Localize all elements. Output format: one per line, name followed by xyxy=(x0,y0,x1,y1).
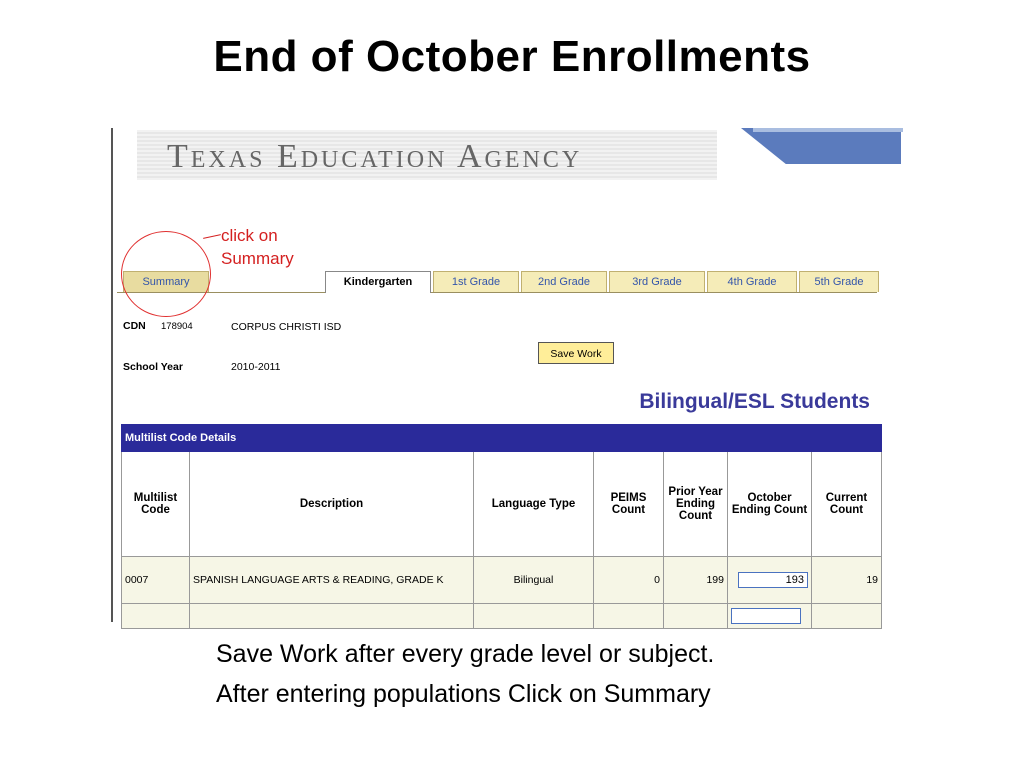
cell-language-type: Bilingual xyxy=(474,557,594,604)
table-title: Multilist Code Details xyxy=(122,425,882,452)
school-year-label: School Year xyxy=(123,361,183,373)
tab-kindergarten[interactable]: Kindergarten xyxy=(325,271,431,293)
header-swoosh-highlight xyxy=(753,128,903,132)
agency-banner xyxy=(137,130,717,180)
cell-description: SPANISH LANGUAGE ARTS & READING, GRADE K xyxy=(190,557,474,604)
agency-logo: Texas Education Agency xyxy=(167,138,583,175)
tab-4th-grade[interactable]: 4th Grade xyxy=(707,271,797,292)
column-header-peims-count: PEIMS Count xyxy=(594,452,664,557)
school-year-value: 2010-2011 xyxy=(231,361,281,373)
cell-peims-count: 0 xyxy=(594,557,664,604)
annotation-circle xyxy=(121,231,211,317)
tab-5th-grade[interactable]: 5th Grade xyxy=(799,271,879,292)
cell-code: 0007 xyxy=(122,557,190,604)
tab-2nd-grade[interactable]: 2nd Grade xyxy=(521,271,607,292)
slide-title: End of October Enrollments xyxy=(213,32,811,81)
district-name: CORPUS CHRISTI ISD xyxy=(231,321,342,333)
october-count-input[interactable] xyxy=(738,572,808,588)
column-header-prior-year: Prior Year Ending Count xyxy=(664,452,728,557)
section-heading: Bilingual/ESL Students xyxy=(639,390,870,413)
tab-summary[interactable]: Summary xyxy=(123,271,209,292)
caption-line-2: After entering populations Click on Summary xyxy=(216,680,711,708)
annotation-note xyxy=(221,224,294,270)
cell-current: 19 xyxy=(812,557,882,604)
annotation-line-2: Summary xyxy=(221,249,294,268)
grade-tabs xyxy=(117,271,877,293)
cell-october xyxy=(728,557,812,604)
caption-line-1: Save Work after every grade level or subject. xyxy=(216,640,715,668)
save-work-button[interactable]: Save Work xyxy=(538,342,614,364)
column-header-code: Multilist Code xyxy=(122,452,190,557)
column-header-current: Current Count xyxy=(812,452,882,557)
column-header-language-type: Language Type xyxy=(474,452,594,557)
table-row xyxy=(122,557,882,604)
multilist-table xyxy=(121,424,882,629)
cdn-label: CDN xyxy=(123,320,146,332)
slide-caption xyxy=(216,634,714,714)
october-count-input[interactable] xyxy=(731,608,801,624)
cdn-number: 178904 xyxy=(161,321,193,332)
tab-1st-grade[interactable]: 1st Grade xyxy=(433,271,519,292)
header-swoosh xyxy=(741,128,901,164)
table-row xyxy=(122,604,882,629)
screenshot-panel xyxy=(111,128,879,622)
column-header-october: October Ending Count xyxy=(728,452,812,557)
cell-prior-year: 199 xyxy=(664,557,728,604)
annotation-line-1: click on xyxy=(221,226,278,245)
column-header-description: Description xyxy=(190,452,474,557)
tab-3rd-grade[interactable]: 3rd Grade xyxy=(609,271,705,292)
annotation-pointer xyxy=(203,234,221,239)
